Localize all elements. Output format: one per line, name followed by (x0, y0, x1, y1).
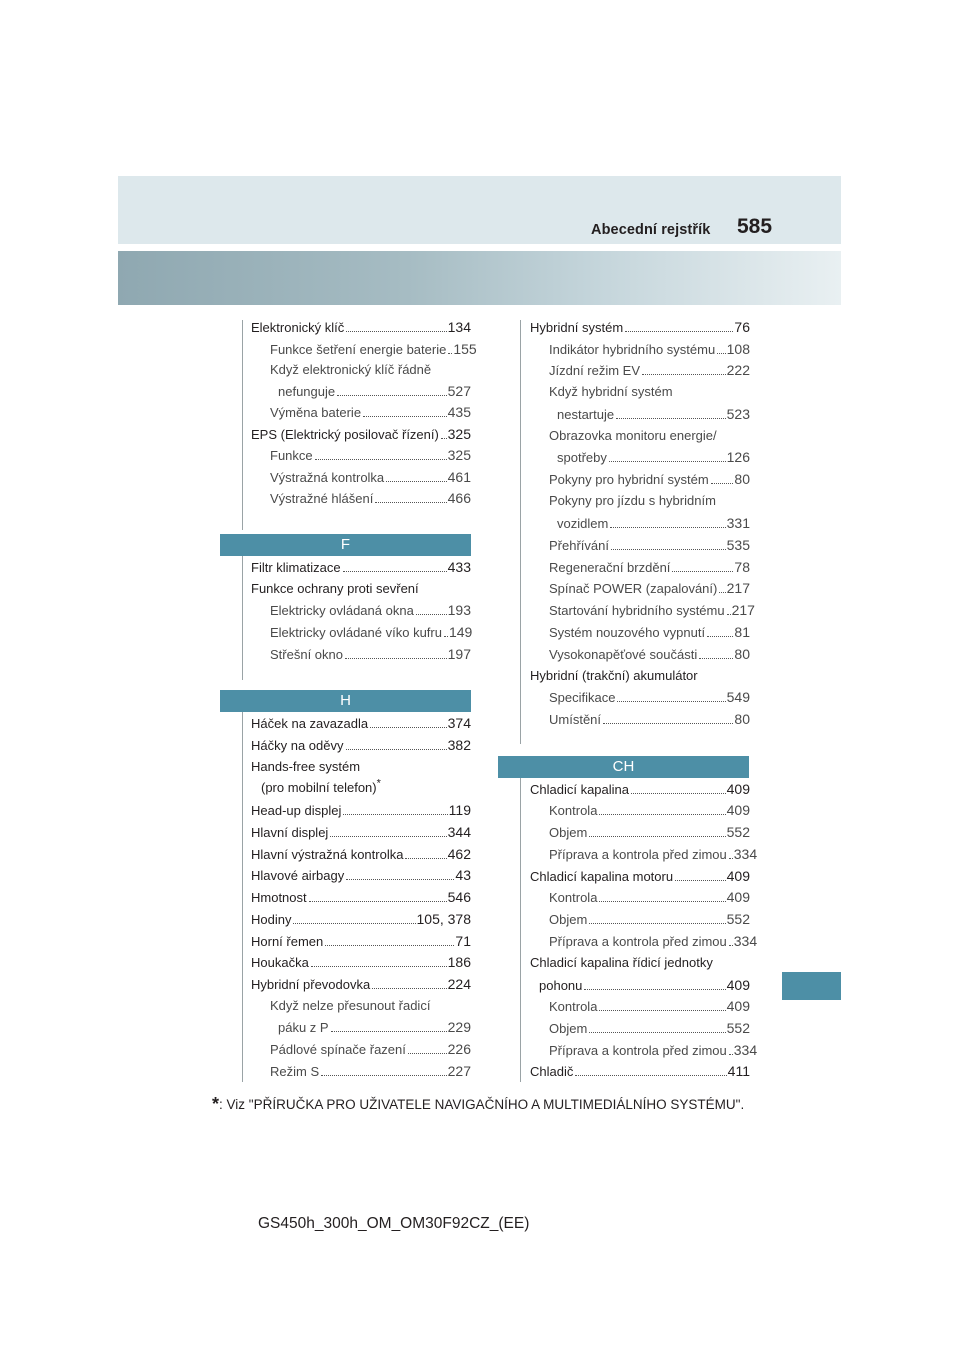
index-entry (549, 646, 750, 663)
entry-text: Objem (549, 912, 588, 927)
index-entry (251, 737, 471, 754)
entry-text: Horní řemen (251, 934, 324, 949)
entry-text: Elektricky ovládaná okna (270, 603, 414, 618)
index-entry (261, 777, 381, 796)
entry-page: 552 (726, 911, 750, 927)
index-entry (549, 802, 750, 819)
index-entry (549, 1020, 750, 1037)
entry-page: 119 (448, 802, 471, 818)
index-entry (549, 537, 750, 554)
index-entry (549, 362, 750, 379)
entry-page: 197 (447, 646, 471, 662)
entry-text: Specifikace (549, 690, 616, 705)
index-entry (251, 911, 471, 928)
entry-text: Objem (549, 825, 588, 840)
entry-text: Pádlové spínače řazení (270, 1042, 406, 1057)
section-title: Abecední rejstřík (591, 222, 711, 238)
index-entry (251, 889, 471, 906)
index-entry (549, 689, 750, 706)
entry-text: Režim S (270, 1064, 320, 1079)
entry-page: 344 (447, 824, 471, 840)
index-entry (549, 889, 750, 906)
entry-text: Hlavní výstražná kontrolka (251, 847, 404, 862)
entry-text: Hodiny (251, 912, 292, 927)
index-entry (251, 559, 471, 576)
entry-text: nefunguje (278, 384, 336, 399)
entry-text: Hmotnost (251, 890, 307, 905)
entry-page: 78 (734, 559, 750, 575)
entry-page: 186 (447, 954, 471, 970)
index-entry (549, 602, 755, 619)
entry-page: 217 (731, 602, 755, 618)
index-entry (549, 580, 750, 597)
index-entry (270, 1063, 471, 1080)
entry-text: Příprava a kontrola před zimou (549, 934, 727, 949)
index-entry (270, 624, 471, 641)
entry-page: 462 (447, 846, 471, 862)
column-rule-left (242, 712, 243, 1082)
entry-text: Hybridní systém (530, 320, 624, 335)
footnote-star: * (376, 777, 381, 790)
index-entry (549, 998, 750, 1015)
index-entry: Chladicí kapalina řídicí jednotky (530, 955, 713, 970)
entry-page: 80 (734, 471, 750, 487)
entry-text: Elektronický klíč (251, 320, 345, 335)
index-entry (549, 341, 750, 358)
entry-page: 409 (726, 802, 750, 818)
entry-page: 325 (447, 426, 471, 442)
index-entry (270, 1041, 471, 1058)
entry-page: 331 (726, 515, 750, 531)
page-number: 585 (737, 215, 773, 238)
entry-page: 334 (733, 933, 758, 949)
entry-text: Střešní okno (270, 647, 343, 662)
index-entry (251, 319, 471, 336)
entry-text: Výstražná kontrolka (270, 470, 385, 485)
entry-page: 409 (726, 889, 750, 905)
index-entry (530, 1063, 750, 1080)
entry-text: nestartuje (557, 407, 615, 422)
index-entry (549, 911, 750, 928)
entry-text: Indikátor hybridního systému (549, 342, 716, 357)
index-entry: Když elektronický klíč řádně (270, 362, 432, 377)
entry-page: 76 (734, 319, 750, 335)
entry-text: Chladicí kapalina (530, 782, 630, 797)
entry-page: 193 (447, 602, 471, 618)
entry-text: Háček na zavazadla (251, 716, 369, 731)
index-entry (549, 1042, 758, 1059)
entry-page: 546 (447, 889, 471, 905)
entry-page: 382 (447, 737, 471, 753)
entry-page: 222 (726, 362, 750, 378)
entry-text: Přehřívání (549, 538, 609, 553)
column-rule-right (520, 778, 521, 1082)
entry-text: Filtr klimatizace (251, 560, 341, 575)
entry-page: 374 (447, 715, 471, 731)
entry-text: Houkačka (251, 955, 309, 970)
entry-page: 134 (447, 319, 471, 335)
index-entry (549, 933, 758, 950)
column-rule-left (242, 320, 243, 530)
entry-text: Spínač POWER (zapalování) (549, 581, 718, 596)
index-entry (251, 802, 471, 819)
entry-text: Kontrola (549, 890, 598, 905)
chapter-side-tab (782, 972, 841, 1000)
entry-page: 224 (447, 976, 471, 992)
entry-page: 411 (727, 1063, 750, 1079)
entry-page: 461 (447, 469, 471, 485)
gradient-band (118, 251, 841, 305)
entry-page: 552 (726, 824, 750, 840)
entry-text: Objem (549, 1021, 588, 1036)
column-rule-left (242, 556, 243, 680)
footnote (212, 1094, 744, 1115)
entry-text: Příprava a kontrola před zimou (549, 847, 727, 862)
entry-page: 527 (447, 383, 471, 399)
index-entry (557, 406, 750, 423)
entry-text: páku z P (278, 1020, 329, 1035)
entry-page: 409 (726, 977, 750, 993)
index-entry (270, 341, 477, 358)
entry-text: Umístění (549, 712, 602, 727)
entry-page: 535 (726, 537, 750, 553)
section-letter-f: F (220, 534, 471, 556)
index-entry (549, 559, 750, 576)
index-entry (278, 383, 471, 400)
index-entry (251, 933, 471, 950)
entry-page: 325 (447, 447, 471, 463)
entry-page: 227 (447, 1063, 471, 1079)
entry-page: 409 (726, 781, 750, 797)
index-entry (549, 624, 750, 641)
footnote-text: : Viz "PŘÍRUČKA PRO UŽIVATELE NAVIGAČNÍHO A MULTIMEDIÁLNÍHO SYSTÉMU". (219, 1097, 745, 1112)
entry-text: Háčky na oděvy (251, 738, 344, 753)
index-entry: Když hybridní systém (549, 384, 673, 399)
entry-page: 108 (726, 341, 750, 357)
entry-text: Jízdní režim EV (549, 363, 641, 378)
entry-text: EPS (Elektrický posilovač řízení) (251, 427, 439, 442)
entry-page: 80 (734, 711, 750, 727)
footnote-star: * (212, 1094, 220, 1114)
index-entry (251, 976, 471, 993)
index-entry: Hands-free systém (251, 759, 361, 774)
index-entry (270, 490, 471, 507)
index-entry (270, 602, 471, 619)
entry-text: spotřeby (557, 450, 607, 465)
index-entry (530, 868, 750, 885)
index-entry (251, 715, 471, 732)
entry-page: 435 (447, 404, 471, 420)
entry-text: pohonu (539, 978, 583, 993)
entry-text: Regenerační brzdění (549, 560, 671, 575)
entry-page: 155 (453, 341, 477, 357)
index-entry (251, 867, 471, 884)
entry-page: 334 (733, 846, 758, 862)
entry-page: 549 (726, 689, 750, 705)
entry-text: (pro mobilní telefon) (261, 780, 377, 795)
index-entry (530, 781, 750, 798)
index-entry (549, 824, 750, 841)
index-entry: Když nelze přesunout řadicí (270, 998, 431, 1013)
entry-text: Výměna baterie (270, 405, 362, 420)
entry-page: 466 (447, 490, 471, 506)
index-entry (251, 824, 471, 841)
index-entry (530, 319, 750, 336)
index-entry (251, 954, 471, 971)
header-band (118, 176, 841, 244)
index-entry (557, 515, 750, 532)
entry-page: 217 (726, 580, 750, 596)
entry-text: Hlavové airbagy (251, 868, 345, 883)
entry-page: 81 (734, 624, 750, 640)
index-entry (278, 1019, 471, 1036)
index-entry (549, 846, 758, 863)
entry-text: Elektricky ovládané víko kufru (270, 625, 442, 640)
entry-text: Kontrola (549, 999, 598, 1014)
entry-text: Funkce (270, 448, 313, 463)
entry-page: 409 (726, 868, 750, 884)
section-letter-ch: CH (498, 756, 749, 778)
entry-text: Chladicí kapalina motoru (530, 869, 674, 884)
entry-text: Příprava a kontrola před zimou (549, 1043, 727, 1058)
index-entry (251, 846, 471, 863)
entry-text: Výstražné hlášení (270, 491, 374, 506)
entry-page: 126 (726, 449, 750, 465)
entry-page: 226 (447, 1041, 471, 1057)
index-entry (539, 977, 750, 994)
entry-text: Kontrola (549, 803, 598, 818)
index-entry: Obrazovka monitoru energie/ (549, 428, 717, 443)
entry-text: Chladič (530, 1064, 574, 1079)
entry-page: 80 (734, 646, 750, 662)
entry-page: 552 (726, 1020, 750, 1036)
index-entry (549, 471, 750, 488)
index-entry (549, 711, 750, 728)
index-entry (557, 449, 750, 466)
entry-text: Pokyny pro hybridní systém (549, 472, 709, 487)
entry-page: 229 (447, 1019, 471, 1035)
entry-text: Hlavní displej (251, 825, 329, 840)
index-entry: Hybridní (trakční) akumulátor (530, 668, 698, 683)
section-letter-h: H (220, 690, 471, 712)
index-entry (270, 447, 471, 464)
entry-text: Funkce šetření energie baterie (270, 342, 447, 357)
index-entry (270, 404, 471, 421)
index-entry (251, 426, 471, 443)
document-code: GS450h_300h_OM_OM30F92CZ_(EE) (258, 1215, 530, 1232)
entry-text: Startování hybridního systému (549, 603, 725, 618)
entry-text: Hybridní převodovka (251, 977, 371, 992)
entry-page: 433 (447, 559, 471, 575)
entry-page: 71 (455, 933, 471, 949)
entry-page: 334 (733, 1042, 758, 1058)
entry-page: 523 (726, 406, 750, 422)
index-entry (270, 469, 471, 486)
index-entry (270, 646, 471, 663)
entry-text: Vysokonapěťové součásti (549, 647, 698, 662)
column-rule-right (520, 320, 521, 744)
entry-text: Systém nouzového vypnutí (549, 625, 706, 640)
index-entry: Pokyny pro jízdu s hybridním (549, 493, 716, 508)
entry-page: 43 (455, 867, 471, 883)
entry-text: vozidlem (557, 516, 609, 531)
entry-text: Head-up displej (251, 803, 342, 818)
entry-page: 409 (726, 998, 750, 1014)
entry-page: 105, 378 (416, 911, 471, 927)
index-entry: Funkce ochrany proti sevření (251, 581, 419, 596)
entry-page: 149 (448, 624, 473, 640)
